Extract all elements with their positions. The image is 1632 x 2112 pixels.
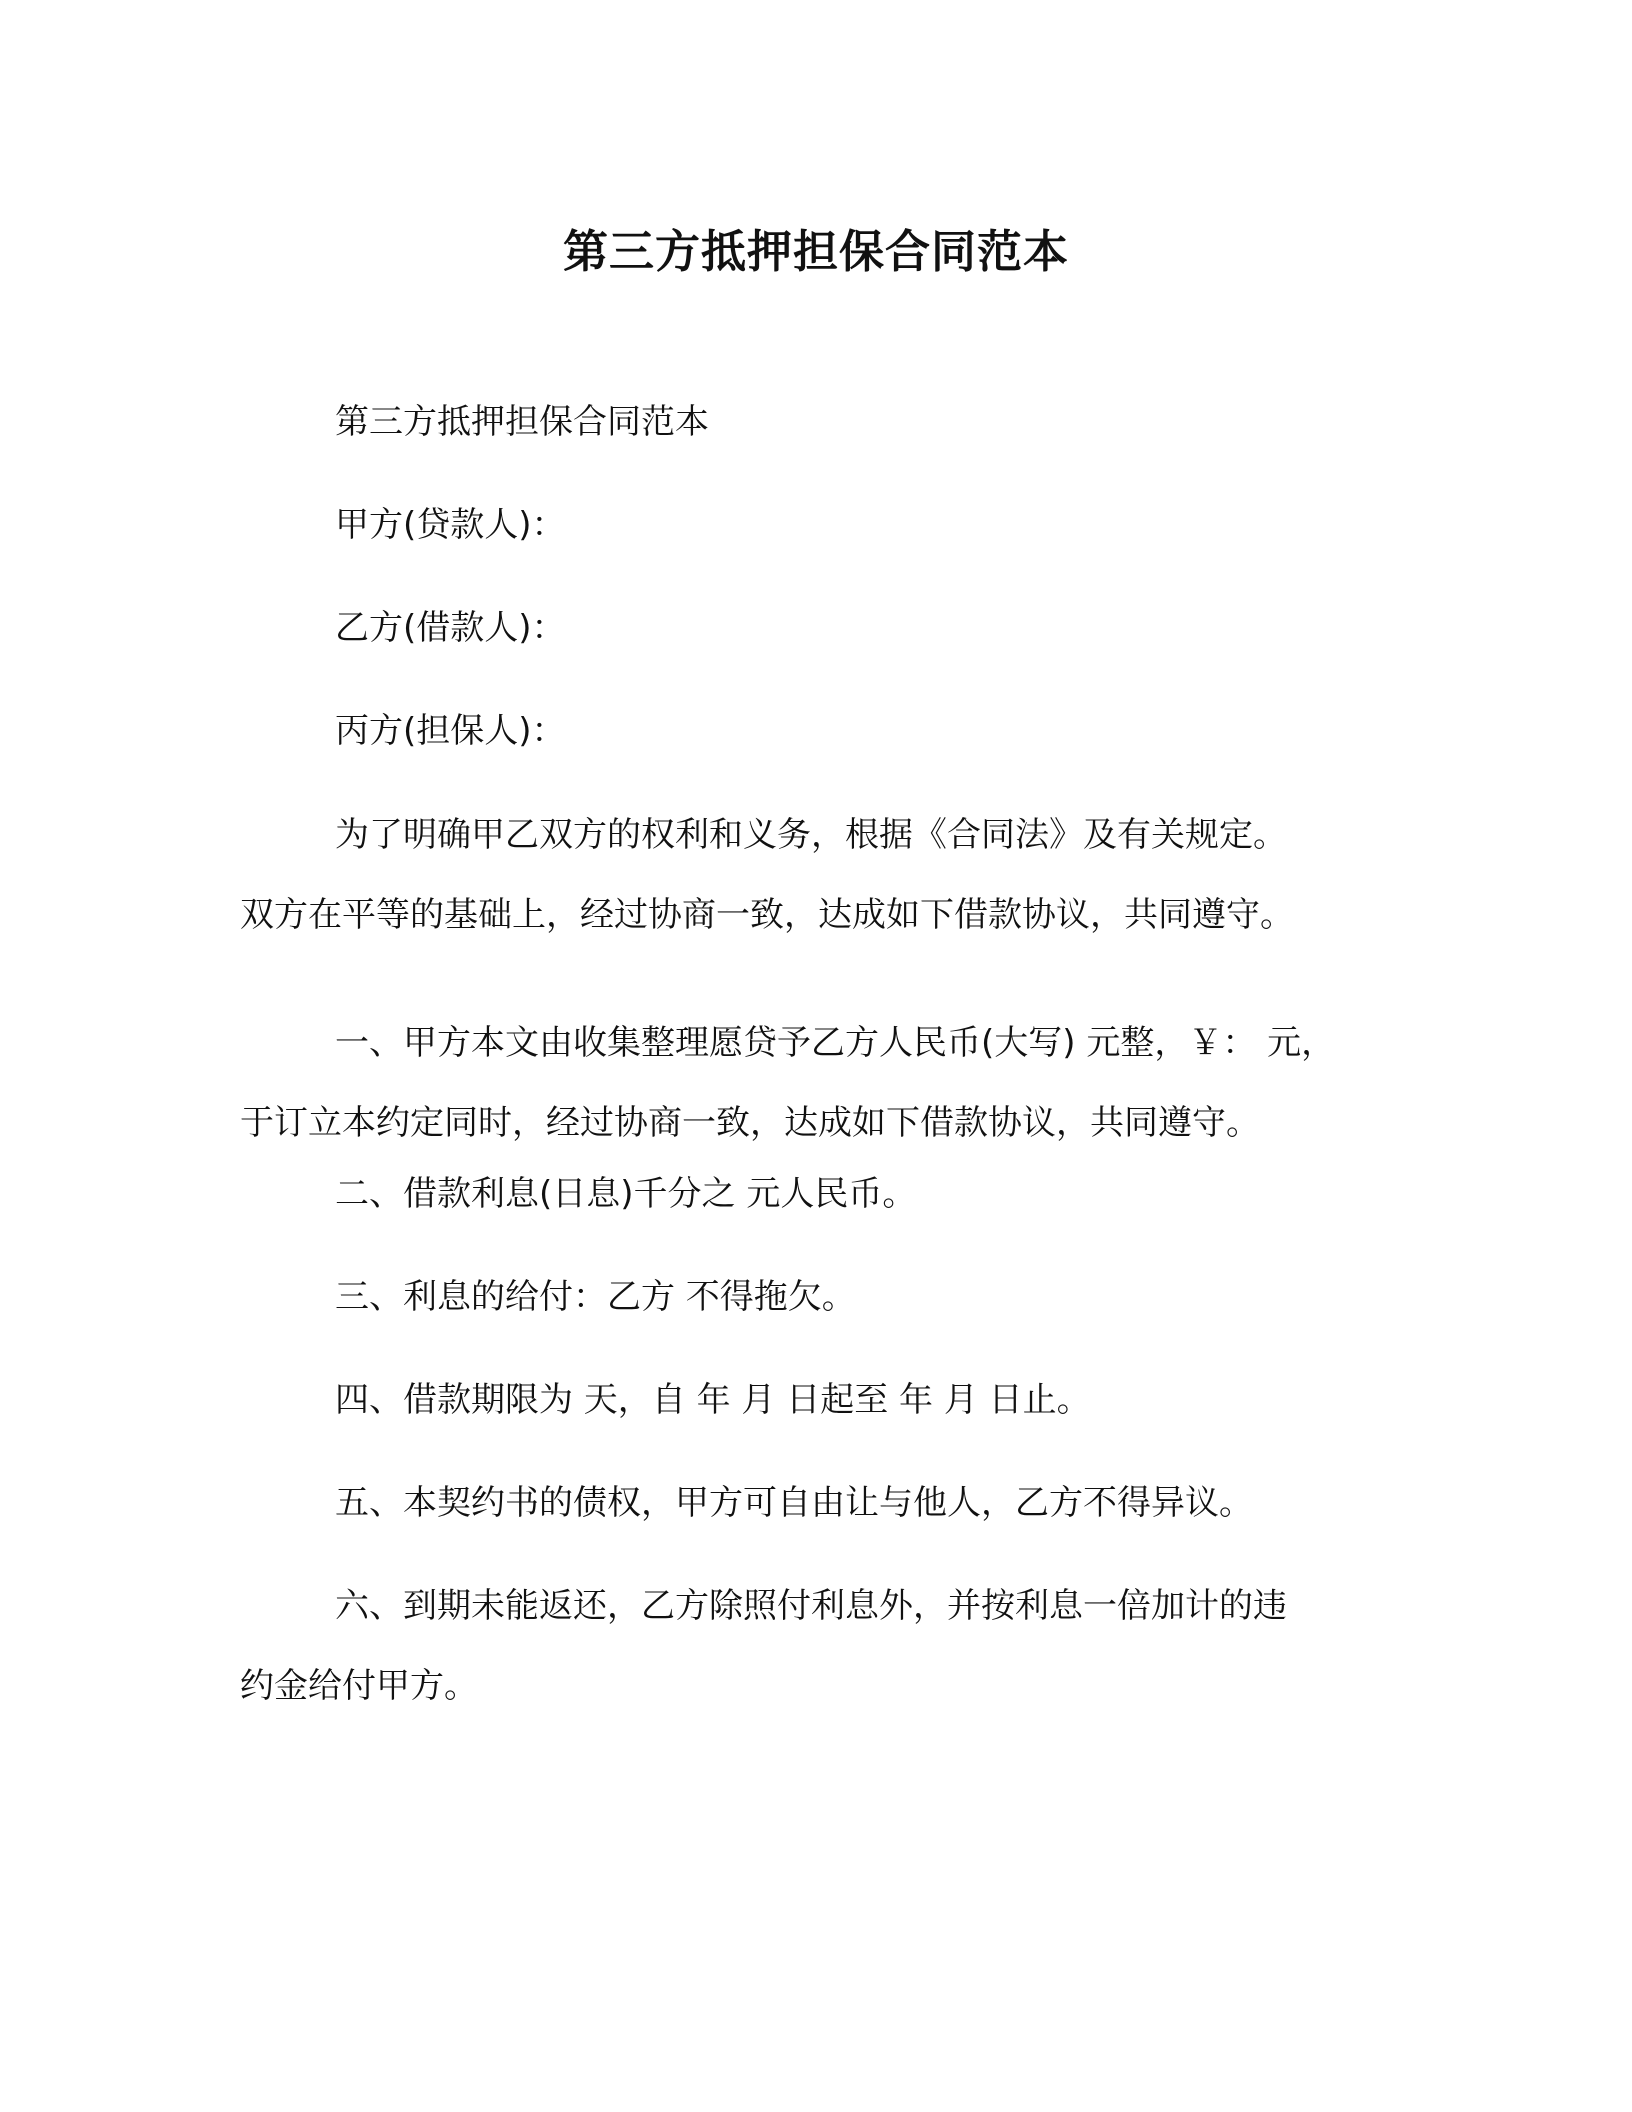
paragraph-line: 于订立本约定同时，经过协商一致，达成如下借款协议，共同遵守。 [240,1103,1260,1143]
paragraph-line: 第三方抵押担保合同范本 [335,402,709,442]
paragraph-clause-2 [240,1154,1400,1234]
paragraph-party-b [240,588,1400,668]
paragraph-preamble [240,795,1400,955]
paragraph-line: 五、本契约书的债权，甲方可自由让与他人，乙方不得异议。 [335,1483,1253,1523]
paragraph-line: 二、借款利息(日息)千分之 元人民币。 [335,1174,917,1214]
paragraph-clause-3 [240,1257,1400,1337]
document-title: 第三方抵押担保合同范本 [562,225,1069,278]
paragraph-line: 六、到期未能返还，乙方除照付利息外，并按利息一倍加计的违 [335,1586,1287,1626]
paragraph-line: 乙方(借款人)： [335,608,566,648]
paragraph-line: 约金给付甲方。 [240,1666,478,1706]
paragraph-clause-5 [240,1463,1400,1543]
paragraph-line: 四、借款期限为 天，自 年 月 日起至 年 月 日止。 [335,1380,1091,1420]
paragraph-line: 双方在平等的基础上，经过协商一致，达成如下借款协议，共同遵守。 [240,895,1294,935]
paragraph-line: 为了明确甲乙双方的权利和义务，根据《合同法》及有关规定。 [335,815,1287,855]
paragraph-line: 三、利息的给付：乙方 不得拖欠。 [335,1277,856,1317]
paragraph-subtitle [240,382,1400,462]
paragraph-party-a [240,485,1400,565]
paragraph-clause-4 [240,1360,1400,1440]
paragraph-line: 丙方(担保人)： [335,711,566,751]
paragraph-line: 一、甲方本文由收集整理愿贷予乙方人民币(大写) 元整，￥： 元， [335,1023,1336,1063]
paragraph-party-c [240,691,1400,771]
paragraph-line: 甲方(贷款人)： [335,505,566,545]
paragraph-clause-6 [240,1566,1400,1726]
paragraph-clause-1 [240,1003,1400,1163]
